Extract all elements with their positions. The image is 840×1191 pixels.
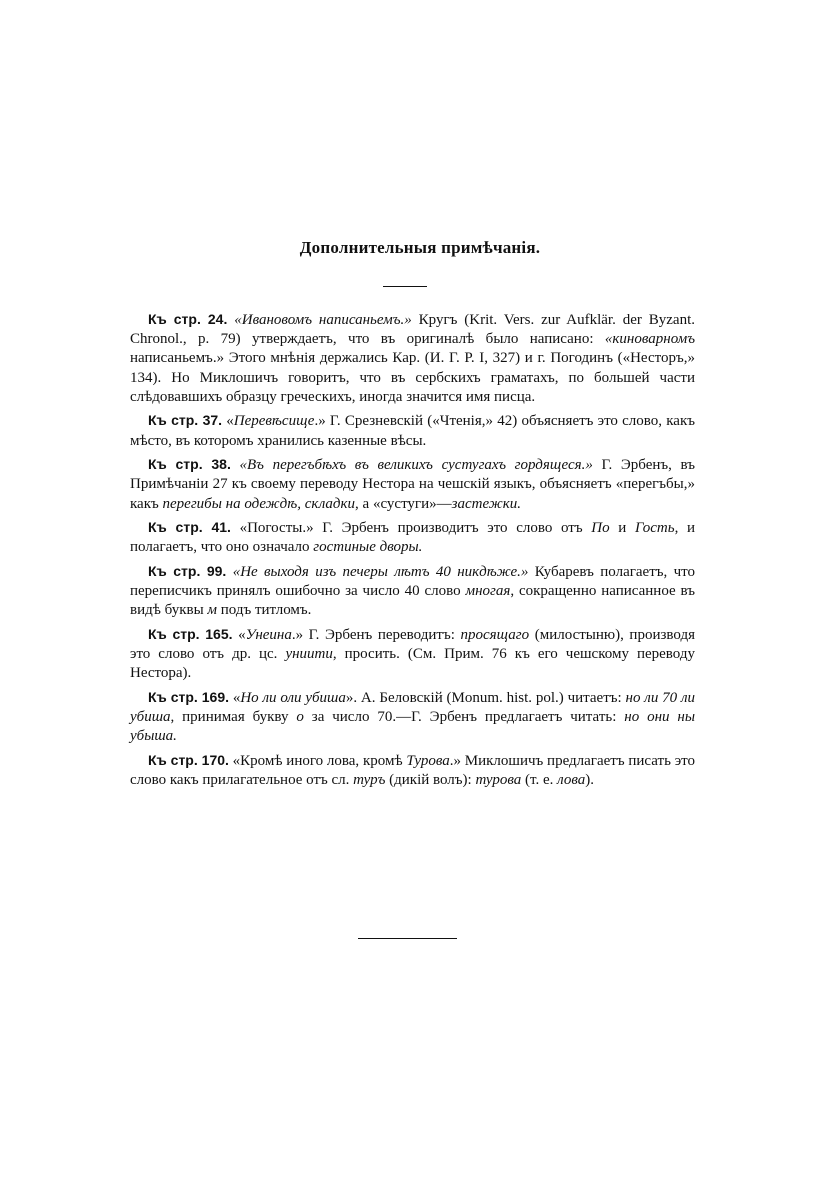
note-italic-text: но ли 70 ли убиша xyxy=(130,690,695,726)
note-text: ». А. Беловскій (Monum. hist. pol.) читаетъ: xyxy=(345,690,626,706)
note-paragraph xyxy=(130,625,695,684)
note-italic-text: застежки. xyxy=(451,495,521,512)
note-italic-text: «Ивановомъ написаньемъ.» xyxy=(234,312,412,328)
note-paragraph xyxy=(130,310,695,407)
note-text: .» Г. Срезневскій («Чтенія,» 42) объясняетъ это слово, какъ мѣсто, въ которомъ хранились казенные вѣсы. xyxy=(130,413,696,449)
note-text: « xyxy=(232,627,246,643)
note-italic-text: Турова xyxy=(406,753,450,769)
note-text xyxy=(231,457,240,473)
page-reference: Къ стр. 37. xyxy=(148,412,223,429)
note-italic-text: «Не выходя изъ печеры лѣтъ 40 никдѣже.» xyxy=(232,564,529,580)
note-italic-text: По xyxy=(591,520,610,537)
note-text: написаньемъ.» Этого мнѣнія держались Кар. (И. Г. Р. I, 327) и г. Погодинъ («Несторъ,» 134). Но Миклошичъ говоритъ, что въ сербскихъ граматахъ, по большей части слѣдовавшихъ образцу греческихъ, иногда значится имя писца. xyxy=(130,350,695,405)
note-italic-text: Но ли оли убиша xyxy=(240,690,346,706)
note-text: и xyxy=(609,520,635,537)
note-paragraph xyxy=(130,688,695,747)
page-reference: Къ стр. 170. xyxy=(148,752,229,768)
note-text: (т. е. xyxy=(521,772,558,789)
note-italic-text: униити xyxy=(285,646,333,663)
page-reference: Къ стр. 24. xyxy=(148,311,228,327)
note-text: за число 70.—Г. Эрбенъ предлагаетъ читать: xyxy=(303,709,625,726)
note-italic-text: многая xyxy=(465,583,511,600)
page-reference: Къ стр. 41. xyxy=(148,519,231,536)
notes-list xyxy=(130,310,695,795)
note-text: подъ титломъ. xyxy=(216,602,312,619)
note-italic-text: туръ xyxy=(353,772,386,789)
note-text: Г. Эрбенъ, въ Примѣчаніи 27 къ своему переводу Нестора на чешскій языкъ, объясняетъ «перегъбы,» какъ xyxy=(130,457,696,512)
note-text: , и полагаетъ, что оно означало xyxy=(130,520,696,556)
note-italic-text: «киноварномъ xyxy=(604,331,695,348)
note-italic-text: Перевѣсище xyxy=(233,413,315,430)
note-italic-text: Унеина xyxy=(245,627,292,643)
page-reference: Къ стр. 169. xyxy=(148,689,229,705)
page-title: Дополнительныя примѣчанія. xyxy=(299,238,541,257)
note-italic-text: турова xyxy=(475,772,522,789)
note-italic-text: «Въ перегъбѣхъ въ великихъ сустугахъ гордящеся.» xyxy=(239,457,593,474)
note-paragraph xyxy=(130,562,695,621)
note-text: Кубаревъ полагаетъ, что переписчикъ принялъ ошибочно за число 40 слово xyxy=(130,564,696,600)
note-text: .» Г. Эрбенъ переводитъ: xyxy=(291,627,461,643)
note-italic-text: но они ны убыша. xyxy=(130,709,695,745)
note-text: Кругъ (Krit. Vers. zur Aufklär. der Byzant. Chronol., p. 79) утверждаетъ, что въ оригиналѣ было написано: xyxy=(130,312,696,348)
note-paragraph xyxy=(130,751,695,790)
page-reference: Къ стр. 38. xyxy=(148,456,231,473)
note-text: « xyxy=(222,413,234,430)
note-paragraph xyxy=(130,455,695,514)
note-text: (милостыню), производя это слово отъ др. цс. xyxy=(130,627,695,663)
note-text: ). xyxy=(585,772,595,789)
title-divider xyxy=(383,286,427,287)
note-italic-text: лова xyxy=(557,772,586,789)
note-text: (дикій волъ): xyxy=(385,772,476,789)
note-text: «Кромѣ иного лова, кромѣ xyxy=(228,753,407,769)
note-paragraph xyxy=(130,518,695,557)
note-italic-text: Гость xyxy=(634,520,675,537)
note-italic-text: перегибы на одеждѣ, складки xyxy=(162,495,356,512)
note-italic-text: просящаго xyxy=(460,627,530,643)
note-text: , просить. (См. Прим. 76 къ его чешскому переводу Нестора). xyxy=(130,646,695,682)
note-text: , а «сустуги»— xyxy=(355,495,452,512)
note-italic-text: гостиные дворы. xyxy=(313,539,423,556)
note-italic-text: о xyxy=(296,709,304,726)
note-text: .» Миклошичъ предлагаетъ писать это слово какъ прилагательное отъ сл. xyxy=(130,753,695,789)
page-reference: Къ стр. 99. xyxy=(148,563,227,579)
note-italic-text: м xyxy=(207,602,217,619)
note-text: , принимая букву xyxy=(170,709,297,726)
page-reference: Къ стр. 165. xyxy=(148,626,233,642)
note-text: «Погосты.» Г. Эрбенъ производитъ это слово отъ xyxy=(230,520,592,537)
note-text: « xyxy=(229,690,241,706)
note-text: , сокращенно написанное въ видѣ буквы xyxy=(130,583,695,619)
note-paragraph xyxy=(130,411,695,450)
end-divider xyxy=(358,938,457,939)
